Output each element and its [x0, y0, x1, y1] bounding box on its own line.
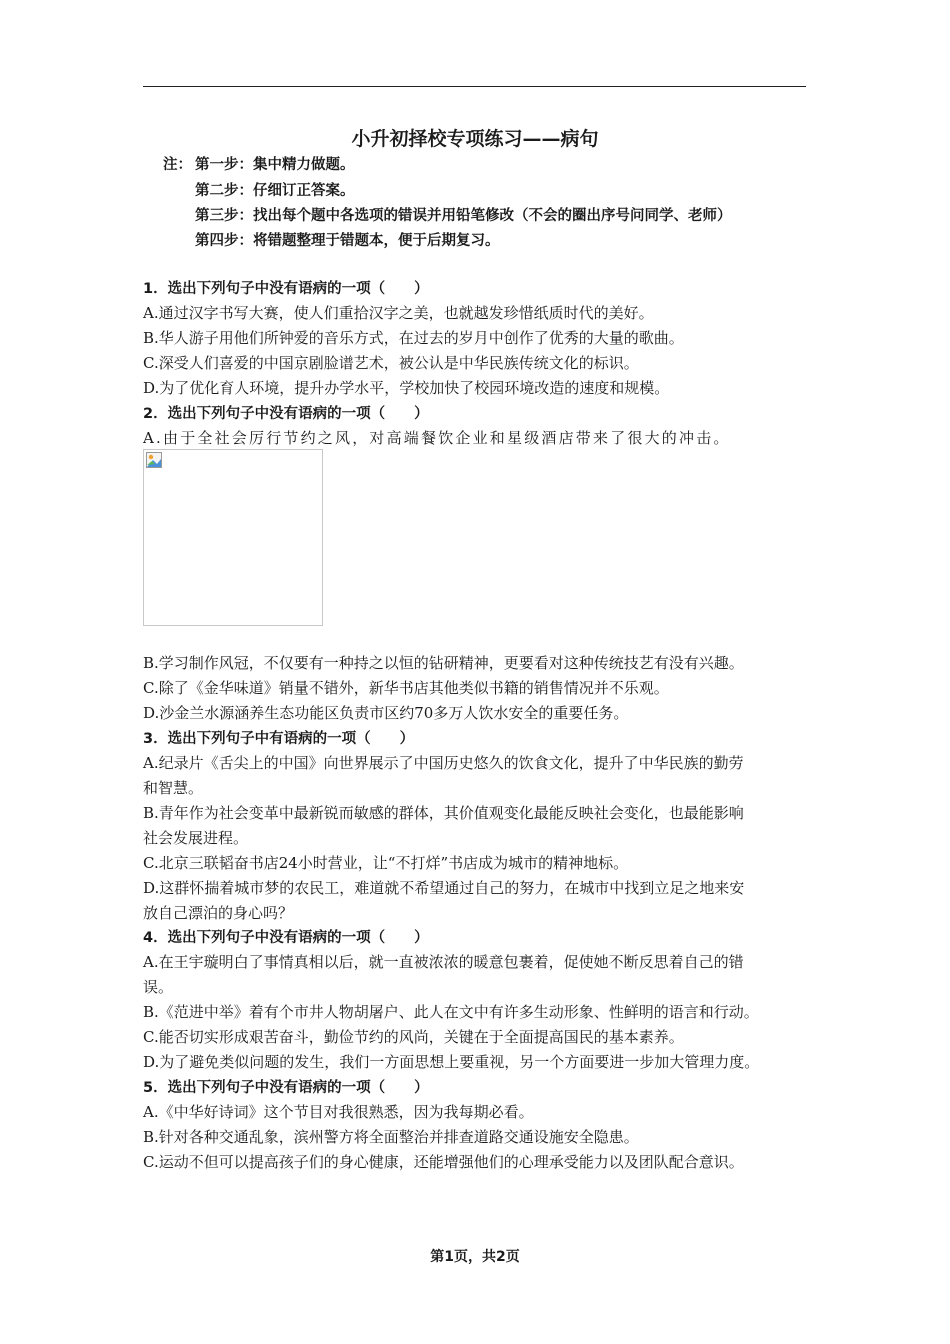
- question-3-option-c: C.北京三联韬奋书店24小时营业，让“不打烊”书店成为城市的精神地标。: [143, 854, 629, 872]
- question-1-option-b: B.华人游子用他们所钟爱的音乐方式，在过去的岁月中创作了优秀的大量的歌曲。: [143, 329, 684, 347]
- question-1-option-c: C.深受人们喜爱的中国京剧脸谱艺术，被公认是中华民族传统文化的标识。: [143, 354, 639, 372]
- question-2-option-d: D.沙金兰水源涵养生态功能区负责市区约70多万人饮水安全的重要任务。: [143, 704, 629, 722]
- question-1-option-a: A.通过汉字书写大赛，使人们重拾汉字之美，也就越发珍惜纸质时代的美好。: [143, 304, 654, 322]
- note-prefix: 注：: [163, 157, 192, 173]
- question-3-option-d-cont: 放自己漂泊的身心吗？: [143, 904, 294, 922]
- question-3-option-b: B.青年作为社会变革中最新锐而敏感的群体，其价值观变化最能反映社会变化，也最能影响: [143, 804, 744, 822]
- question-5-option-c: C.运动不但可以提高孩子们的身心健康，还能增强他们的心理承受能力以及团队配合意识。: [143, 1153, 744, 1171]
- note-step-2: 第二步：仔细订正答案。: [195, 183, 355, 199]
- question-4-option-a: A.在王宇璇明白了事情真相以后，就一直被浓浓的暖意包裹着，促使她不断反思着自己的错: [143, 953, 744, 971]
- question-2-option-c: C.除了《金华味道》销量不错外，新华书店其他类似书籍的销售情况并不乐观。: [143, 679, 669, 697]
- question-1-stem: 1．选出下列句子中没有语病的一项（ ）: [143, 281, 429, 297]
- question-2-stem: 2．选出下列句子中没有语病的一项（ ）: [143, 406, 429, 422]
- question-4-option-c: C.能否切实形成艰苦奋斗，勤俭节约的风尚，关键在于全面提高国民的基本素养。: [143, 1028, 684, 1046]
- question-4-option-b: B.《范进中举》着有个市井人物胡屠户、此人在文中有许多生动形象、性鲜明的语言和行动。: [143, 1003, 759, 1021]
- question-3-option-d: D.这群怀揣着城市梦的农民工，难道就不希望通过自己的努力，在城市中找到立足之地来安: [143, 879, 745, 897]
- question-1-option-d: D.为了优化育人环境，提升办学水平，学校加快了校园环境改造的速度和规模。: [143, 379, 670, 397]
- question-4-stem: 4．选出下列句子中没有语病的一项（ ）: [143, 930, 429, 946]
- question-3-option-a: A.纪录片《舌尖上的中国》向世界展示了中国历史悠久的饮食文化，提升了中华民族的勤劳: [143, 754, 744, 772]
- broken-image-icon: [146, 452, 162, 468]
- note-step-4: 第四步：将错题整理于错题本，便于后期复习。: [195, 233, 500, 249]
- question-5-option-a: A.《中华好诗词》这个节目对我很熟悉，因为我每期必看。: [143, 1103, 534, 1121]
- question-2-option-a: A.由于全社会厉行节约之风，对高端餐饮企业和星级酒店带来了很大的冲击。: [143, 429, 731, 447]
- page-title: 小升初择校专项练习——病句: [351, 128, 599, 150]
- note-step-3: 第三步：找出每个题中各选项的错误并用铅笔修改（不会的圈出序号问同学、老师）: [195, 208, 732, 224]
- question-3-option-a-cont: 和智慧。: [143, 779, 204, 797]
- note-step-1: 第一步：集中精力做题。: [195, 157, 355, 173]
- header-rule: [143, 86, 806, 87]
- question-3-stem: 3．选出下列句子中有语病的一项（ ）: [143, 731, 415, 747]
- broken-image-placeholder: [143, 449, 323, 626]
- question-3-option-b-cont: 社会发展进程。: [143, 829, 249, 847]
- page-footer: 第1页，共2页: [430, 1249, 520, 1265]
- question-4-option-d: D.为了避免类似问题的发生，我们一方面思想上要重视，另一个方面要进一步加大管理力度。: [143, 1053, 760, 1071]
- question-2-option-b: B.学习制作风冠，不仅要有一种持之以恒的钻研精神，更要看对这种传统技艺有没有兴趣。: [143, 654, 744, 672]
- question-4-option-a-cont: 误。: [143, 978, 174, 996]
- question-5-stem: 5．选出下列句子中没有语病的一项（ ）: [143, 1080, 429, 1096]
- question-5-option-b: B.针对各种交通乱象，滨州警方将全面整治并排查道路交通设施安全隐患。: [143, 1128, 639, 1146]
